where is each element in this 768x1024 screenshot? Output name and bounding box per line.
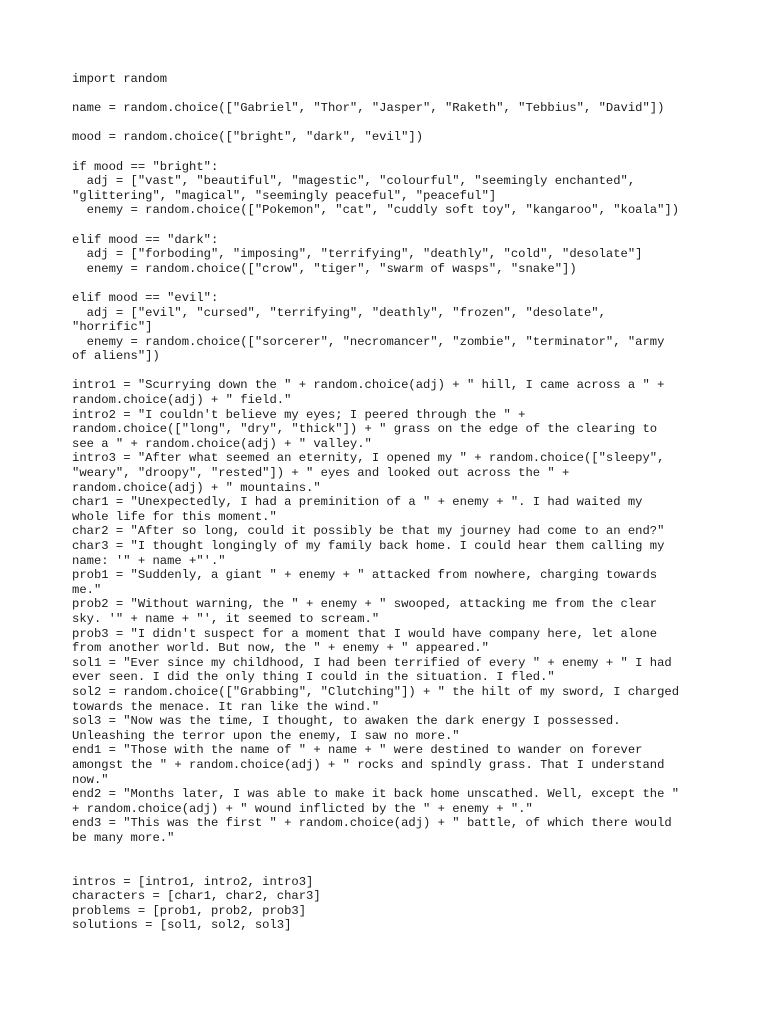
code-line: enemy = random.choice(["Pokemon", "cat", "cuddly soft toy", "kangaroo", "koala"]) <box>72 203 680 218</box>
code-line: random.choice(adj) + " mountains." <box>72 480 321 495</box>
blank-line <box>72 860 712 875</box>
code-line: import random <box>72 72 168 86</box>
blank-line <box>72 116 712 131</box>
code-line: name: '" + name +"'." <box>72 553 226 568</box>
code-line: intro2 = "I couldn't believe my eyes; I peered through the " + <box>72 407 526 422</box>
code-line: adj = ["vast", "beautiful", "magestic", "colourful", "seemingly enchanted", <box>72 174 636 189</box>
code-line: prob2 = "Without warning, the " + enemy + " swooped, attacking me from the clear <box>72 597 658 612</box>
code-line: intros = [intro1, intro2, intro3] <box>72 874 314 889</box>
code-line: characters = [char1, char2, char3] <box>72 889 321 904</box>
code-line: sol2 = random.choice(["Grabbing", "Clutching"]) + " the hilt of my sword, I charged <box>72 684 680 699</box>
code-line: towards the menace. It ran like the wind." <box>72 699 380 714</box>
code-line: of aliens"]) <box>72 349 160 364</box>
code-line: mood = random.choice(["bright", "dark", "evil"]) <box>72 130 424 145</box>
blank-line <box>72 364 712 379</box>
code-line: be many more." <box>72 830 175 845</box>
code-line: end1 = "Those with the name of " + name + " were destined to wander on forever <box>72 743 643 758</box>
blank-line <box>72 87 712 102</box>
code-line: if mood == "bright": <box>72 159 219 174</box>
code-listing <box>72 72 712 933</box>
code-line: char2 = "After so long, could it possibly be that my journey had come to an end?" <box>72 524 665 539</box>
code-line: Unleashing the terror upon the enemy, I saw no more." <box>72 728 460 743</box>
code-line: from another world. But now, the " + enemy + " appeared." <box>72 641 489 656</box>
code-line: "glittering", "magical", "seemingly peaceful", "peaceful"] <box>72 188 497 203</box>
code-line: enemy = random.choice(["crow", "tiger", "swarm of wasps", "snake"]) <box>72 261 577 276</box>
code-line: prob3 = "I didn't suspect for a moment that I would have company here, let alone <box>72 626 658 641</box>
code-line: amongst the " + random.choice(adj) + " rocks and spindly grass. That I understand <box>72 757 665 772</box>
code-line: sol1 = "Ever since my childhood, I had been terrified of every " + enemy + " I had <box>72 655 672 670</box>
blank-line <box>72 845 712 860</box>
code-line: char3 = "I thought longingly of my family back home. I could hear them calling my <box>72 539 665 553</box>
code-line: end2 = "Months later, I was able to make it back home unscathed. Well, except the " <box>72 787 680 802</box>
code-line: adj = ["forboding", "imposing", "terrifying", "deathly", "cold", "desolate"] <box>72 247 643 262</box>
blank-line <box>72 145 712 160</box>
code-line: intro1 = "Scurrying down the " + random.choice(adj) + " hill, I came across a " + <box>72 378 665 393</box>
code-line: whole life for this moment." <box>72 509 277 524</box>
code-line: now." <box>72 772 109 787</box>
code-line: ever seen. I did the only thing I could in the situation. I fled." <box>72 670 555 685</box>
blank-line <box>72 218 712 233</box>
code-line: "horrific"] <box>72 320 153 335</box>
code-line: random.choice(adj) + " field." <box>72 393 292 408</box>
code-line: + random.choice(adj) + " wound inflicted by the " + enemy + "." <box>72 801 533 816</box>
code-line: enemy = random.choice(["sorcerer", "necromancer", "zombie", "terminator", "army <box>72 334 665 349</box>
code-line: me." <box>72 582 102 597</box>
code-line: sky. '" + name + "', it seemed to scream." <box>72 611 380 626</box>
code-line: problems = [prob1, prob2, prob3] <box>72 903 307 918</box>
code-line: elif mood == "dark": <box>72 232 219 247</box>
code-line: intro3 = "After what seemed an eternity, I opened my " + random.choice(["sleepy", <box>72 451 665 466</box>
code-line: name = random.choice(["Gabriel", "Thor", "Jasper", "Raketh", "Tebbius", "David"]) <box>72 101 665 116</box>
code-line: elif mood == "evil": <box>72 290 219 305</box>
code-line: char1 = "Unexpectedly, I had a preminition of a " + enemy + ". I had waited my <box>72 495 643 510</box>
code-line: "weary", "droopy", "rested"]) + " eyes and looked out across the " + <box>72 466 570 481</box>
code-line: end3 = "This was the first " + random.choice(adj) + " battle, of which there would <box>72 816 672 831</box>
code-line: sol3 = "Now was the time, I thought, to awaken the dark energy I possessed. <box>72 714 621 729</box>
code-line: solutions = [sol1, sol2, sol3] <box>72 918 292 933</box>
code-line: prob1 = "Suddenly, a giant " + enemy + " attacked from nowhere, charging towards <box>72 568 658 583</box>
code-line: adj = ["evil", "cursed", "terrifying", "deathly", "frozen", "desolate", <box>72 305 606 320</box>
blank-line <box>72 276 712 291</box>
code-line: random.choice(["long", "dry", "thick"]) + " grass on the edge of the clearing to <box>72 422 658 437</box>
code-line: see a " + random.choice(adj) + " valley." <box>72 436 372 451</box>
